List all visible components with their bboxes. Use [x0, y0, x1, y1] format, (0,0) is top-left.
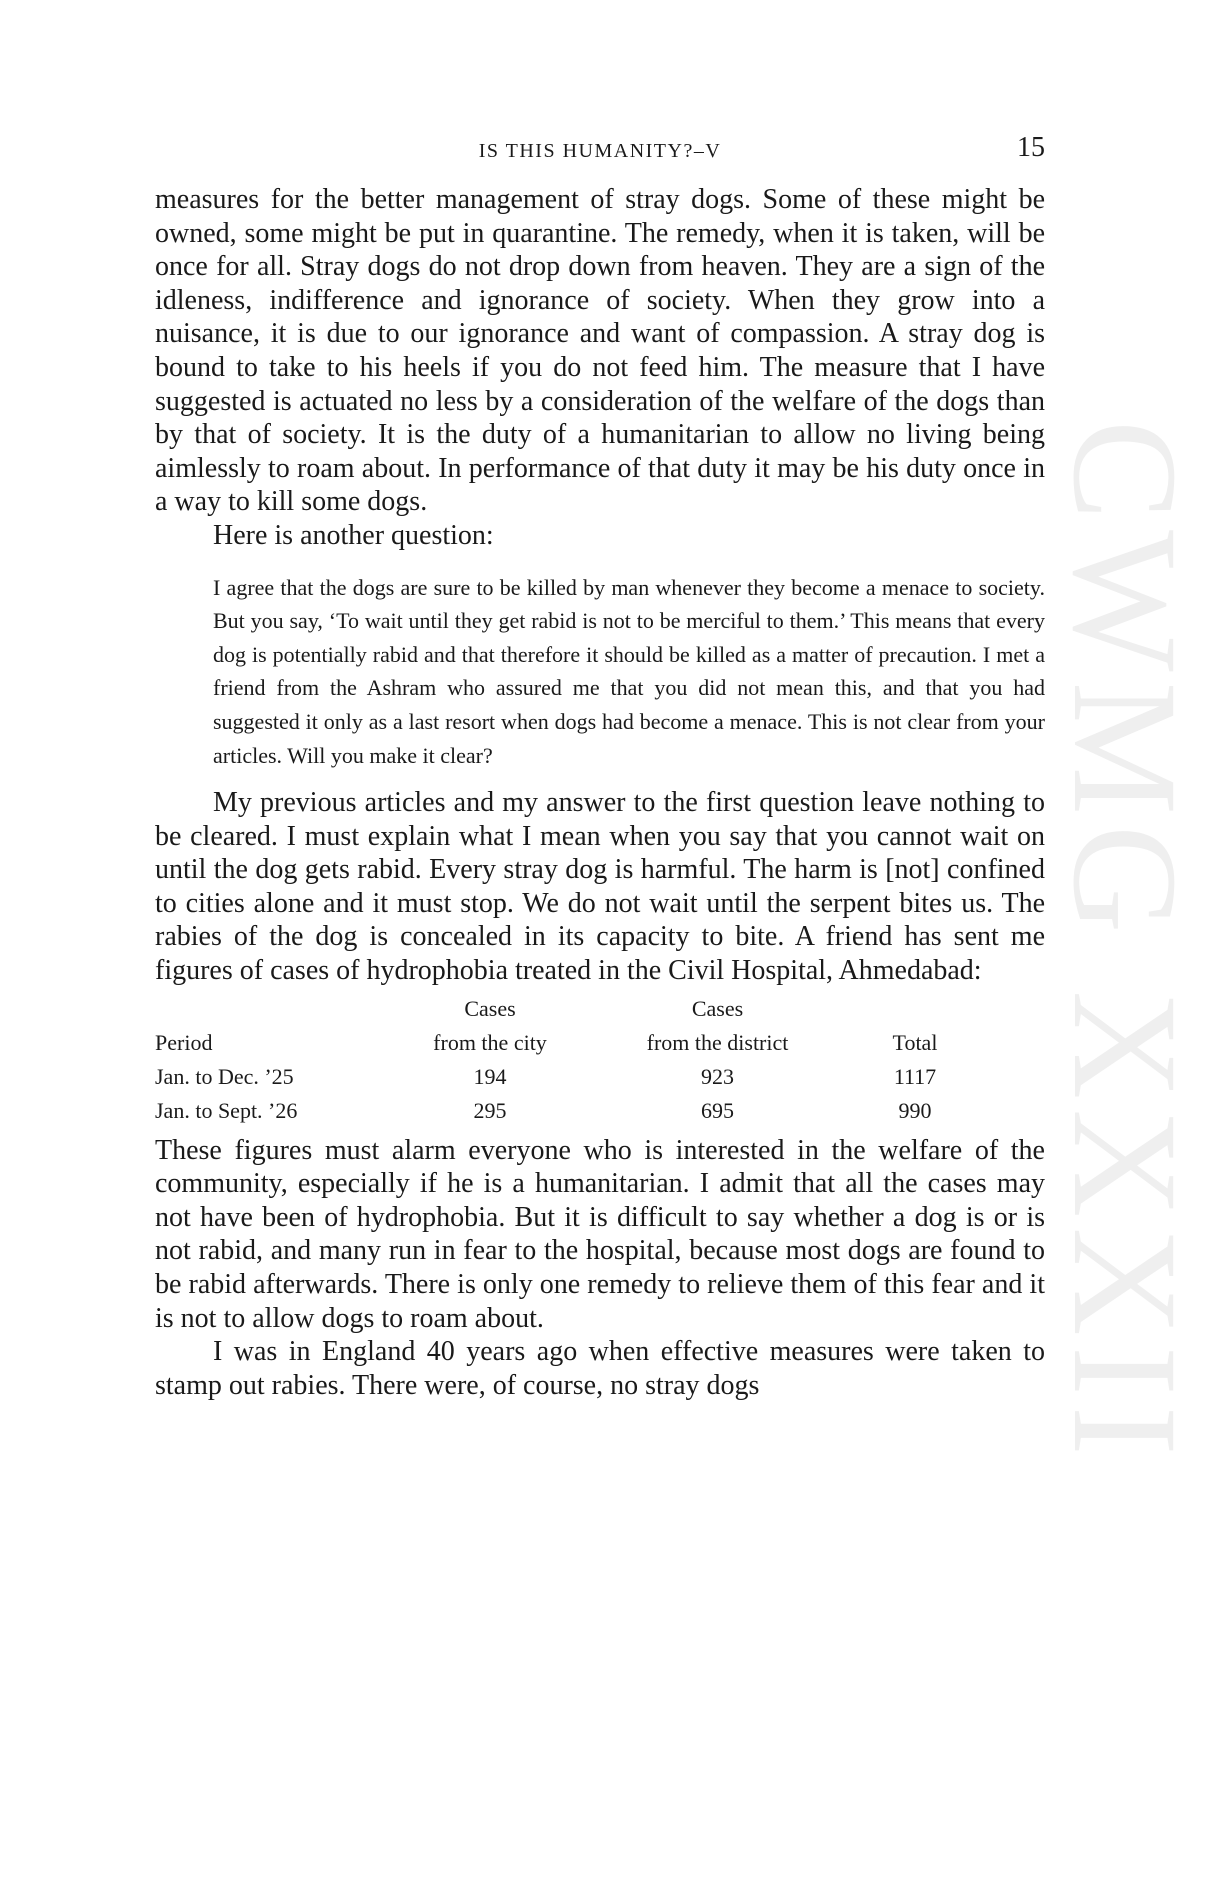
page-number: 15 — [1017, 132, 1045, 163]
table-cell: 295 — [473, 1097, 507, 1123]
table-cell: 923 — [701, 1063, 734, 1089]
paragraph: My previous articles and my answer to the first question leave nothing to be cleared. I must explain what I mean when you say that you cannot wait on until the dog gets rabid. Every stray dog is harmful. The harm is [not] confined to cities alone and it must stop. We do not wait until the serpent bites us. The rabies of the dog is concealed in its capacity to bite. A friend has sent me figures of cases of hydrophobia treated in the Civil Hospital, Ahmedabad: — [155, 787, 1045, 987]
table-cell: 1117 — [893, 1063, 937, 1089]
table-header-cell: Cases — [691, 995, 744, 1021]
table-header-row — [155, 1026, 985, 1060]
table-header-cell — [155, 992, 390, 1026]
paragraph: I was in England 40 years ago when effective measures were taken to stamp out rabies. There were, of course, no stray dogs — [155, 1336, 1045, 1401]
paragraph: These figures must alarm everyone who is interested in the welfare of the community, especially if he is a humanitarian. I admit that all the cases may not have been of hydrophobia. But it is difficult to say whether a dog is or is not rabid, and many run in fear to the hospital, because most dogs are found to be rabid afterwards. There is only one remedy to relieve them of this fear and it is not to allow dogs to roam about. — [155, 1134, 1045, 1334]
table-header-cell: Total — [892, 1029, 938, 1055]
table-header-cell — [845, 992, 985, 1026]
table-header-cell: Cases — [464, 995, 516, 1021]
table-row — [155, 1060, 985, 1094]
table-header-cell: from the city — [433, 1029, 547, 1055]
paragraph: Here is another question: — [213, 519, 494, 551]
hydrophobia-table — [155, 992, 985, 1128]
table-cell: Jan. to Sept. ’26 — [155, 1097, 298, 1123]
watermark: CWMG XXXII — [1042, 420, 1208, 1466]
table-header-cell: Period — [155, 1029, 213, 1055]
running-title: IS THIS HUMANITY?–V — [478, 140, 722, 162]
table-header-cell: from the district — [646, 1029, 789, 1055]
table-cell: 194 — [473, 1063, 507, 1089]
table-header-row — [155, 992, 985, 1026]
page-header — [155, 132, 1045, 164]
table-row — [155, 1094, 985, 1128]
table-cell: 695 — [701, 1097, 734, 1123]
block-quote: I agree that the dogs are sure to be killed by man whenever they become a menace to society. But you say, ‘To wait until they get rabid is not to be merciful to them.’ This means that every dog is potentially rabid and that therefore it should be killed as a matter of precaution. I met a friend from the Ashram who assured me that you did not mean this, and that you had suggested it only as a last resort when dogs had become a menace. This is not clear from your articles. Will you make it clear? — [213, 574, 1045, 768]
table-cell: Jan. to Dec. ’25 — [155, 1063, 294, 1089]
paragraph: measures for the better management of stray dogs. Some of these might be owned, some might be put in quarantine. The remedy, when it is taken, will be once for all. Stray dogs do not drop down from heaven. They are a sign of the idleness, indifference and ignorance of society. When they grow into a nuisance, it is due to our ignorance and want of compassion. A stray dog is bound to take to his heels if you do not feed him. The measure that I have suggested is actuated no less by a consideration of the welfare of the dogs than by that of society. It is the duty of a humanitarian to allow no living being aimlessly to roam about. In performance of that duty it may be his duty once in a way to kill some dogs. — [155, 184, 1045, 518]
page-body — [155, 183, 1045, 1402]
table-cell: 990 — [898, 1097, 932, 1123]
